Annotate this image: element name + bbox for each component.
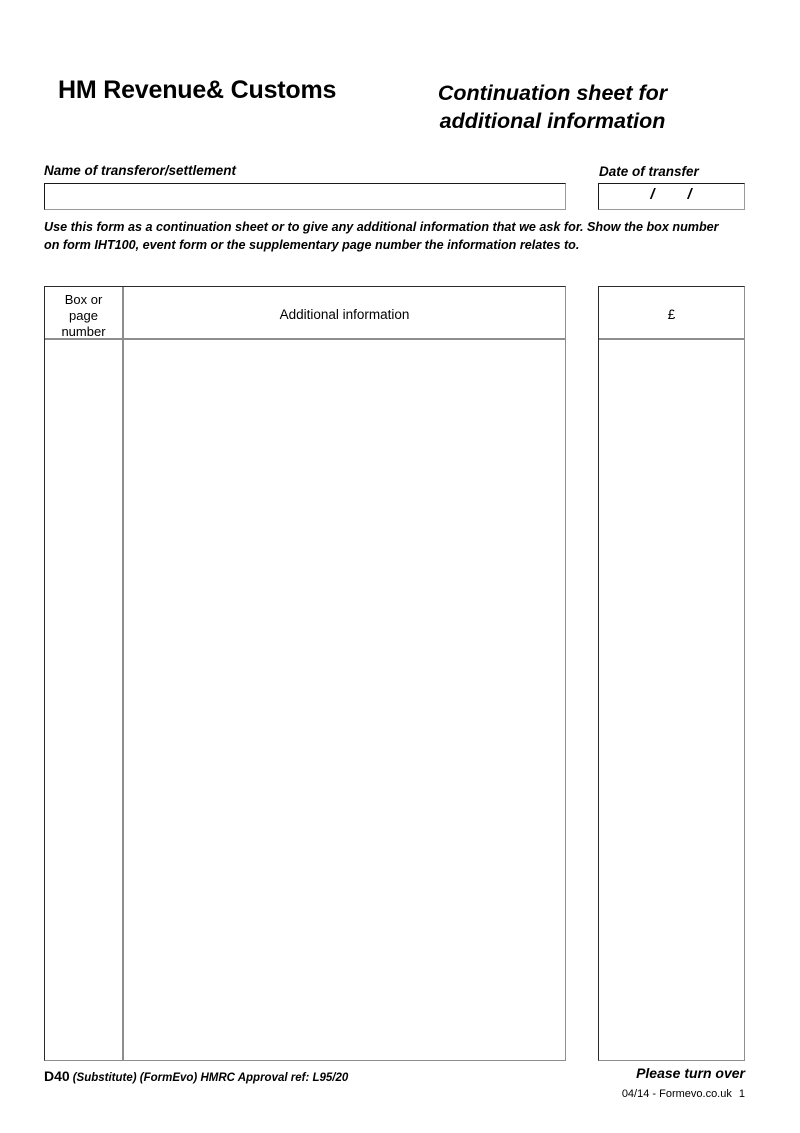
column-header-line3: number	[61, 323, 106, 339]
hmrc-logo	[58, 74, 336, 106]
hmrc-logo-line1: HM Revenue	[58, 76, 207, 104]
table-header-divider	[45, 338, 565, 340]
amount-table[interactable]	[598, 286, 745, 1061]
turn-over-notice: Please turn over	[636, 1065, 745, 1081]
column-header-line2: page	[69, 307, 98, 323]
footer-form-reference	[44, 1068, 348, 1084]
transferor-input[interactable]	[44, 183, 566, 210]
date-of-transfer-label: Date of transfer	[599, 164, 699, 179]
form-code: D40	[44, 1068, 70, 1084]
publisher-text: 04/14 - Formevo.co.uk	[621, 1088, 732, 1100]
date-separator-2: /	[687, 186, 693, 203]
additional-information-table[interactable]	[44, 286, 566, 1061]
footer-publisher-info	[622, 1088, 745, 1100]
date-separators	[598, 186, 745, 203]
table-column-divider	[122, 287, 124, 1060]
instructions-line2: number on form IHT100, event form or the supplementary page number the information relates to.	[44, 220, 719, 252]
page-title-line1: Continuation sheet for	[437, 81, 668, 105]
instructions-line1: Use this form as a continuation sheet or to give any additional information that we ask for. Show the box	[44, 220, 669, 234]
approval-reference: (Substitute) (FormEvo) HMRC Approval ref: L95/20	[72, 1072, 349, 1084]
page-number: 1	[738, 1088, 745, 1100]
page-title	[390, 80, 715, 136]
page-title-line2: additional information	[439, 108, 666, 133]
column-header-line1: Box or	[64, 292, 103, 307]
instructions	[44, 219, 734, 255]
hmrc-logo-line2: & Customs	[206, 76, 337, 104]
column-header-amount: £	[667, 307, 676, 322]
column-header-box-or-page-number	[45, 292, 122, 340]
amount-header-divider	[599, 338, 744, 340]
date-separator-1: /	[650, 186, 656, 203]
column-header-additional-information: Additional information	[279, 307, 410, 322]
transferor-label: Name of transferor/settlement	[44, 163, 237, 178]
